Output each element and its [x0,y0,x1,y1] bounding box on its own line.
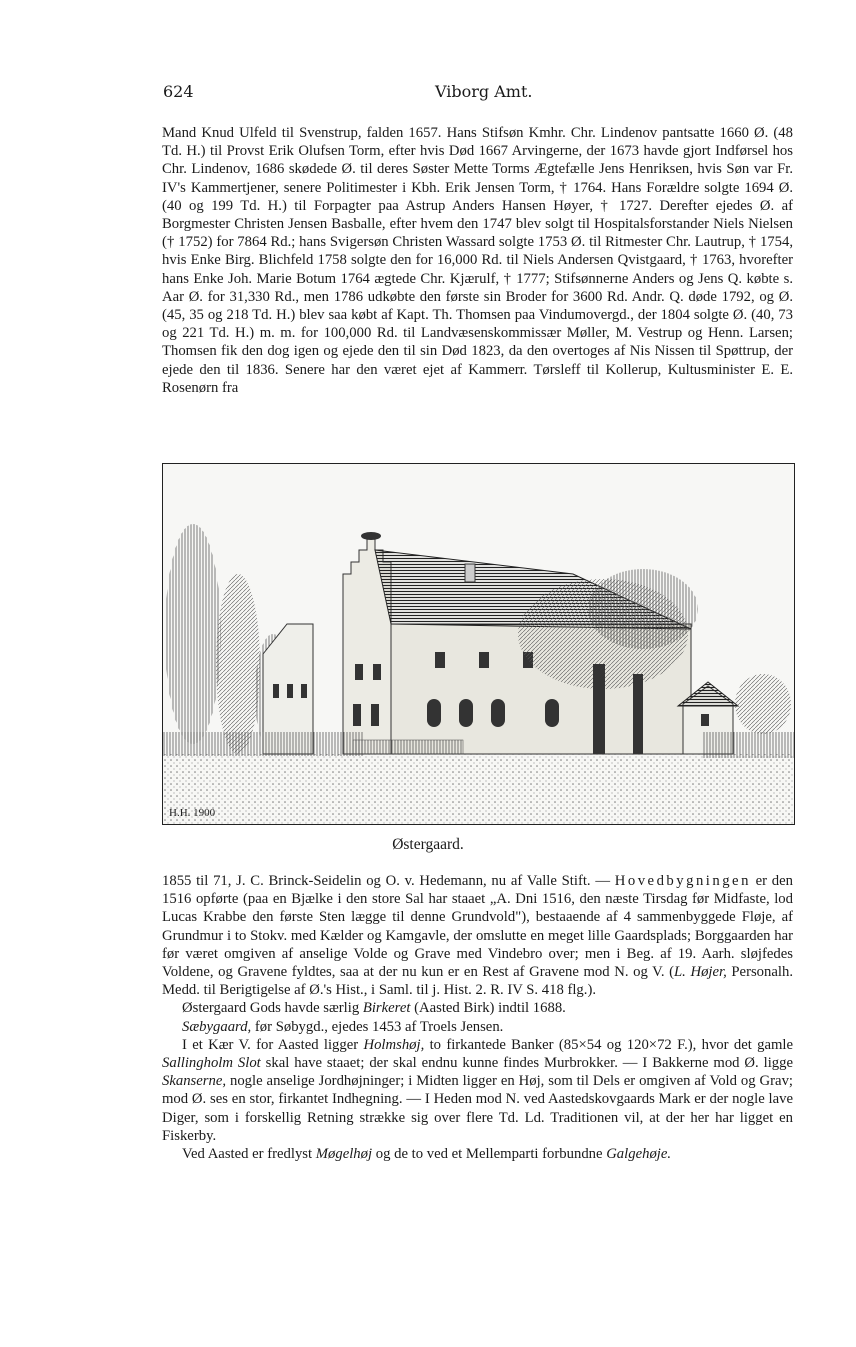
paragraph-saebygaard: Sæbygaard, før Søbygd., ejedes 1453 af Troels Jensen. [182,1018,504,1035]
page-number: 624 [163,82,194,101]
paragraph: Mand Knud Ulfeld til Svenstrup, falden 1657. Hans Stifsøn Kmhr. Chr. Lindenov pantsatte 1660 Ø. (48 Td. H.) til Provst Erik Olufsen Torm, efter hvis Død 1667 Arvingerne, der 1673 havde gjort Indførsel hos Chr. Lindenov, 1686 skødede Ø. til deres Søster Mette Torms Ægtefælle Jens Henriksen, hvis Søn var Fr. IV's Kammertjener, senere Politimester i Kbh. Erik Jensen Torm, † 1764. Hans Forældre solgte 1694 Ø. (40 og 199 Td. H.) til Forpagter paa Astrup Anders Hansen Høyer, † 1727. Derefter ejedes Ø. af Borgmester Christen Jensen Basballe, efter hvem den 1747 blev solgt til Hospitalsforstander Niels Nielsen († 1752) for 7864 Rd.; hans Svigersøn Christen Wassard solgte 1753 Ø. til Ritmester Chr. Lautrup, † 1754, hvis Enke Birg. Blichfeld 1758 solgte den for 16,000 Rd. til Niels Andersen Qvistgaard, † 1763, hvorefter hans Enke Joh. Marie Botum 1764 ægtede Chr. Kjærulf, † 1777; Stifsønnerne Anders og Jens Q. købte s. Aar Ø. for 31,330 Rd., men 1786 udkøbte den første sin Broder for 3600 Rd. Andr. Q. døde 1792, og Ø. (45, 35 og 218 Td. H.) blev saa købt af Kapt. Th. Thomsen paa Vindumovergd., der 1804 solgte Ø. (40, 73 og 221 Td. H.) m. m. for 100,000 Rd. til Landvæsenskommissær Møller, M. Vestrup og Henn. Larsen; Thomsen fik den dog igen og ejede den til sin Død 1823, da den overtoges af Nis Nissen til Spøttrup, der ejede den til 1836. Senere har den været ejet af Kammerr. Tørsleff til Kollerup, Kultusminister E. E. Rosenørn fra [162,125,793,396]
fence [353,740,463,754]
hedge-right [703,732,794,758]
artist-signature: H.H. 1900 [169,807,216,819]
manor-illustration [162,463,795,825]
figure-caption: Østergaard. [392,836,464,853]
paragraph-fredlyst: Ved Aasted er fredlyst Møgelhøj og de to ved et Mellemparti forbundne Galgehøje. [182,1146,672,1163]
running-title: Viborg Amt. [435,82,533,101]
cobbled-yard [163,754,794,824]
paragraph-birkeret: Østergaard Gods havde særlig Birkeret (Aasted Birk) indtil 1688. [182,1000,566,1017]
hedge [163,732,363,756]
paragraph-holmshoj: I et Kær V. for Aasted ligger Holmshøj, to firkantede Banker (85×54 og 120×72 F.), hvor det gamle Sallingholm Slot skal have staaet; der skal endnu kunne findes Murbrokker. — I Bakkerne mod Ø. ligge Skanserne, nogle anselige Jordhøjninger; i Midten ligger en Høj, som til Dels er omgiven af Vold og Grav; mod Ø. ses en stor, firkantet Indhegning. — I Heden mod N. ved Aastedskovgaards Mark er der nogle lave Diger, som i forskellig Retning strække sig over flere Td. Ld. Traditionen vil, at der her har ligget en Fiskerby. [162,1036,793,1144]
paragraph-main-building: 1855 til 71, J. C. Brinck-Seidelin og O. v. Hedemann, nu af Valle Stift. — Hovedbygningen er den 1516 opførte (paa en Bjælke i den store Sal har staaet „A. Dni 1516, den næste Tirsdag før Midfaste, lod Lucas Krabbe den første Sten lægge til denne Grundvold"), bestaaende af 4 sammenbyggede Fløje, af Grundmur i to Stokv. med Kælder og Kamgavle, der omslutte en meget lille Gaardsplads; Borggaarden har før været omgiven af anselige Volde og Grave med Vindebro over; men i Beg. af 19. Aarh. sløjfedes Voldene, og Gravene fyldtes, saa at der nu kun er en Rest af Gravene mod N. og V. (L. Højer, Personalh. Medd. til Berigtigelse af Ø.'s Hist., i Saml. til j. Hist. 2. R. IV S. 418 flg.). [162,873,793,999]
body-text-top [162,124,793,397]
body-text-bottom [162,872,793,1163]
